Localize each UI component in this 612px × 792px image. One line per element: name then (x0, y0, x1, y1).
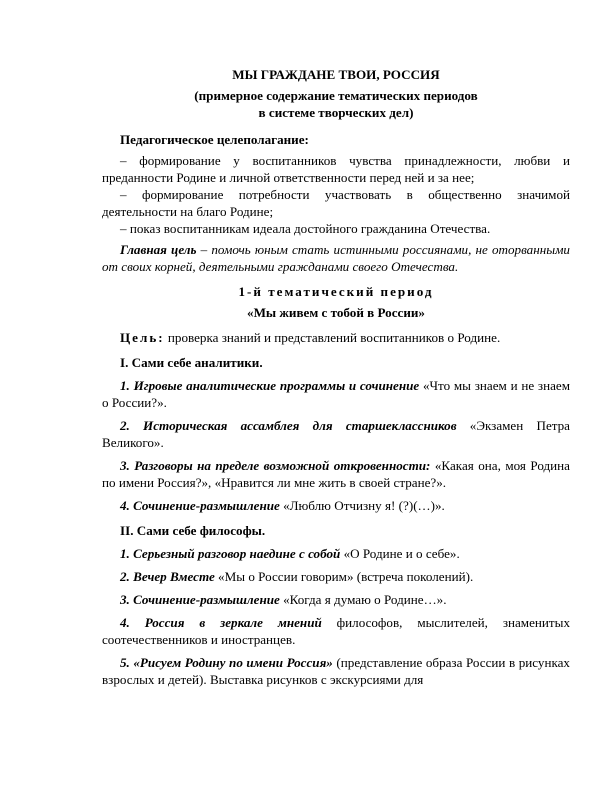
section-2-item-4 (102, 614, 570, 648)
section-1-item-3-label: 3. Разговоры на пределе возможной откровенности: (120, 458, 431, 473)
goal-item-3: – показ воспитанникам идеала достойного гражданина Отечества. (120, 221, 491, 236)
section-1-item-2-label: 2. Историческая ассамблея для старшеклассников (120, 418, 457, 433)
section-1-item-1-label: 1. Игровые аналитические программы и сочинение (120, 378, 420, 393)
section-2-item-5 (102, 654, 570, 688)
section-2-item-5-label: 5. «Рисуем Родину по имени Россия» (120, 655, 333, 670)
section-2-item-2 (102, 568, 570, 585)
section-2-item-1-label: 1. Серьезный разговор наедине с собой (120, 546, 341, 561)
section-2-item-2-label: 2. Вечер Вместе (120, 569, 215, 584)
section-1-item-4-text: «Люблю Отчизну я! (?)(…)». (279, 498, 445, 513)
section-1-item-2 (102, 417, 570, 451)
section-1-heading: I. Сами себе аналитики. (120, 355, 263, 370)
period-number: 1-й тематический период (238, 284, 434, 299)
section-1-item-1 (102, 377, 570, 411)
document-title: МЫ ГРАЖДАНЕ ТВОИ, РОССИЯ (232, 67, 440, 82)
section-1-item-3-text: «Какая она, моя Родина по имени Россия?», «Нравится ли мне жить в своей стране?». (102, 458, 570, 490)
section-2-heading: II. Сами себе философы. (120, 523, 266, 538)
period-name: «Мы живем с тобой в России» (247, 305, 425, 320)
section-2-item-1-text: «О Родине и о себе». (340, 546, 460, 561)
section-1-item-3 (102, 457, 570, 491)
section-1-item-4 (102, 497, 570, 514)
goals-heading: Педагогическое целеполагание: (120, 132, 309, 147)
main-goal-text: – помочь юным стать истинными россиянами, не оторванными от своих корней, деятельными гражданами своего Отечества. (102, 242, 570, 274)
aim-text: проверка знаний и представлений воспитанников о Родине. (164, 330, 501, 345)
section-2-item-5-text: (представление образа России в рисунках взрослых и детей). Выставка рисунков с экскурсиями для (102, 655, 570, 687)
section-1-item-1-text: «Что мы знаем и не знаем о России?». (102, 378, 570, 410)
aim-label: Цель: (120, 330, 165, 345)
section-2-item-1 (102, 545, 570, 562)
section-2-item-2-text: «Мы о России говорим» (встреча поколений). (214, 569, 474, 584)
aim-paragraph (102, 329, 570, 346)
section-1-item-2-text: «Экзамен Петра Великого». (102, 418, 570, 450)
document-page (102, 66, 570, 688)
section-2-item-3 (102, 591, 570, 608)
section-2-item-4-label: 4. Россия в зеркале мнений (120, 615, 322, 630)
document-subtitle-line-2: в системе творческих дел) (258, 105, 414, 120)
goal-item-2: – формирование потребности участвовать в общественно значимой деятельности на благо Родине; (102, 187, 570, 219)
main-goal-paragraph (102, 241, 570, 275)
document-subtitle-line-1: (примерное содержание тематических периодов (194, 88, 478, 103)
section-1-item-4-label: 4. Сочинение-размышление (120, 498, 280, 513)
section-2-item-3-text: «Когда я думаю о Родине…». (279, 592, 447, 607)
main-goal-label: Главная цель (120, 242, 197, 257)
goal-item-1: – формирование у воспитанников чувства принадлежности, любви и преданности Родине и личной ответственности перед ней и за нее; (102, 153, 570, 185)
section-2-item-4-text: философов, мыслителей, знаменитых соотечественников и иностранцев. (102, 615, 570, 647)
section-2-item-3-label: 3. Сочинение-размышление (120, 592, 280, 607)
